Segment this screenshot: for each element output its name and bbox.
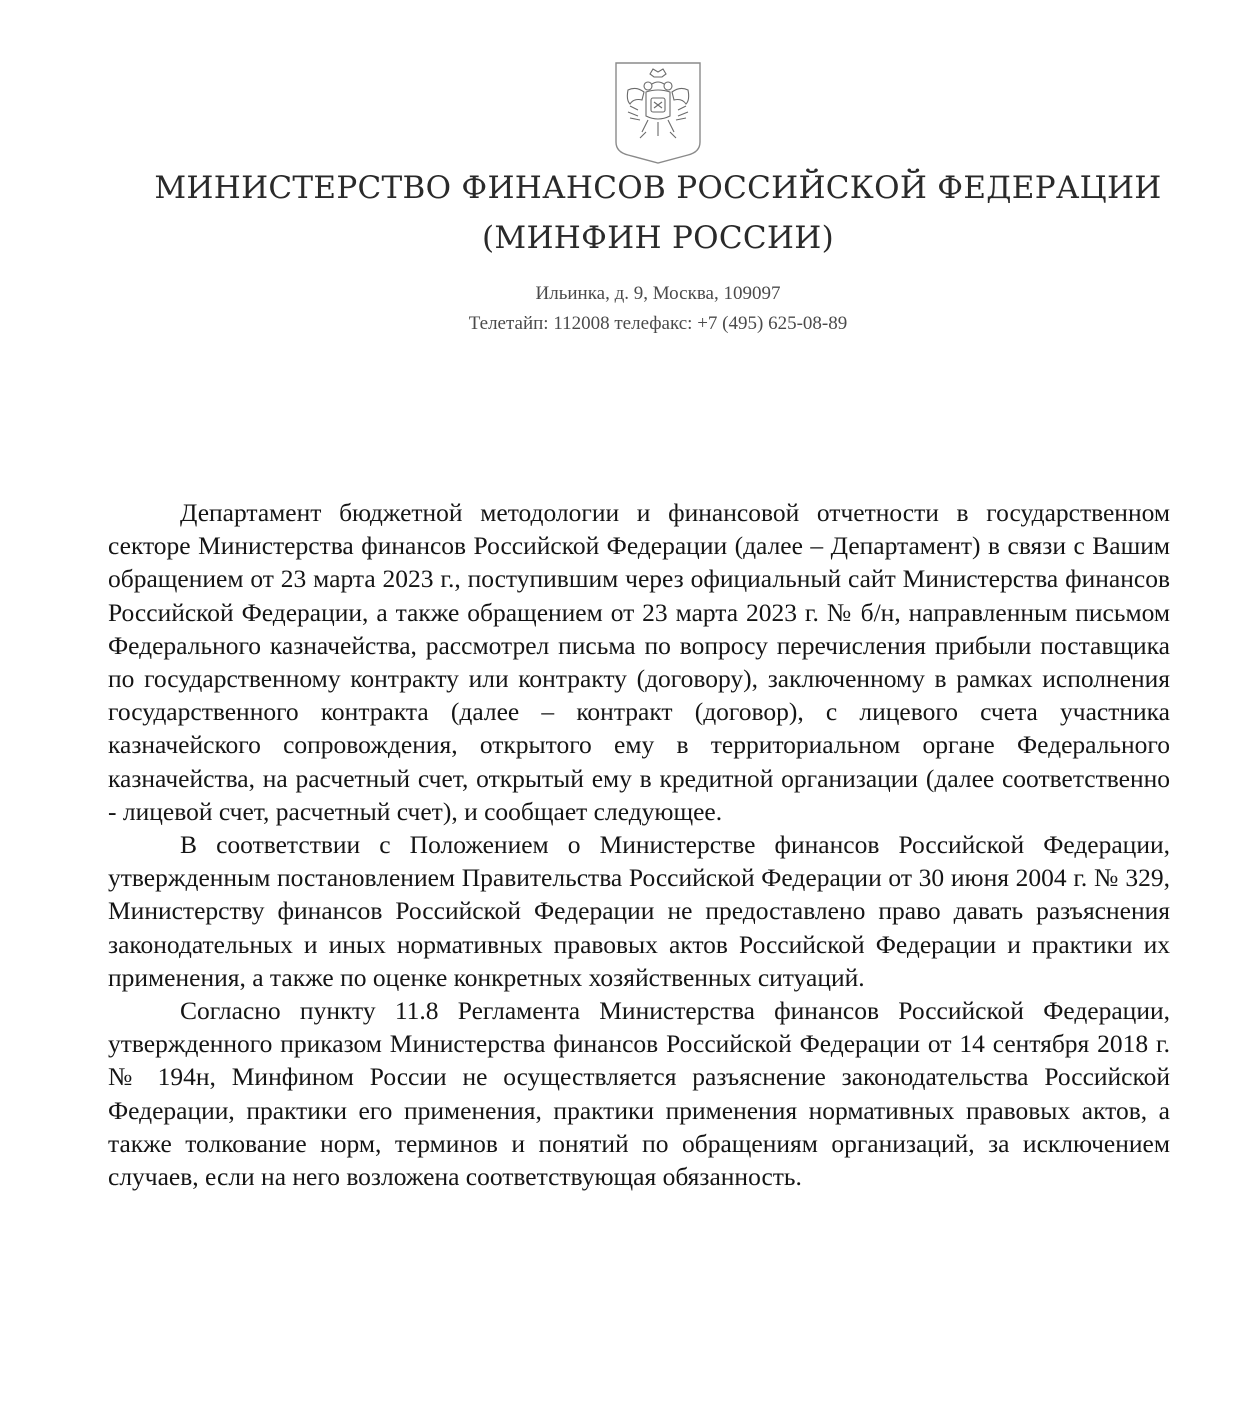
letter-body: [108, 496, 1170, 1193]
ministry-short-title: (МИНФИН РОССИИ): [482, 220, 834, 256]
paragraph-intro: Департамент бюджетной методологии и финансовой отчетности в государственном секторе Министерства финансов Российской Федерации (далее – Департамент) в связи с Вашим обращением от 23 марта 2023 г., поступившим через официальный сайт Министерства финансов Российской Федерации, а также обращением от 23 марта 2023 г. № б/н, направленным письмом Федерального казначейства, рассмотрел письма по вопросу перечисления прибыли поставщика по государственному контракту или контракту (договору), заключенному в рамках исполнения государственного контракта (далее – контракт (договор), с лицевого счета участника казначейского сопровождения, открытого ему в территориальном органе Федерального казначейства, на расчетный счет, открытый ему в кредитной организации (далее соответственно - лицевой счет, расчетный счет), и сообщает следующее.: [108, 498, 1170, 826]
coat-of-arms-icon: [612, 60, 704, 166]
ministry-title: МИНИСТЕРСТВО ФИНАНСОВ РОССИЙСКОЙ ФЕДЕРАЦИИ: [154, 170, 1162, 206]
contact-line: Телетайп: 112008 телефакс: +7 (495) 625-08-89: [468, 313, 848, 334]
paragraph-reglament: Согласно пункту 11.8 Регламента Министерства финансов Российской Федерации, утвержденного приказом Министерства финансов Российской Федерации от 14 сентября 2018 г. № 194н, Минфином России не осуществляется разъяснение законодательства Российской Федерации, практики его применения, практики применения нормативных правовых актов, а также толкование норм, терминов и понятий по обращениям организаций, за исключением случаев, если на него возложена соответствующая обязанность.: [108, 996, 1170, 1192]
postal-address: Ильинка, д. 9, Москва, 109097: [535, 283, 781, 304]
paragraph-regulation: В соответствии с Положением о Министерстве финансов Российской Федерации, утвержденным постановлением Правительства Российской Федерации от 30 июня 2004 г. № 329, Министерству финансов Российской Федерации не предоставлено право давать разъяснения законодательных и иных нормативных правовых актов Российской Федерации и практики их применения, а также по оценке конкретных хозяйственных ситуаций.: [108, 830, 1170, 992]
